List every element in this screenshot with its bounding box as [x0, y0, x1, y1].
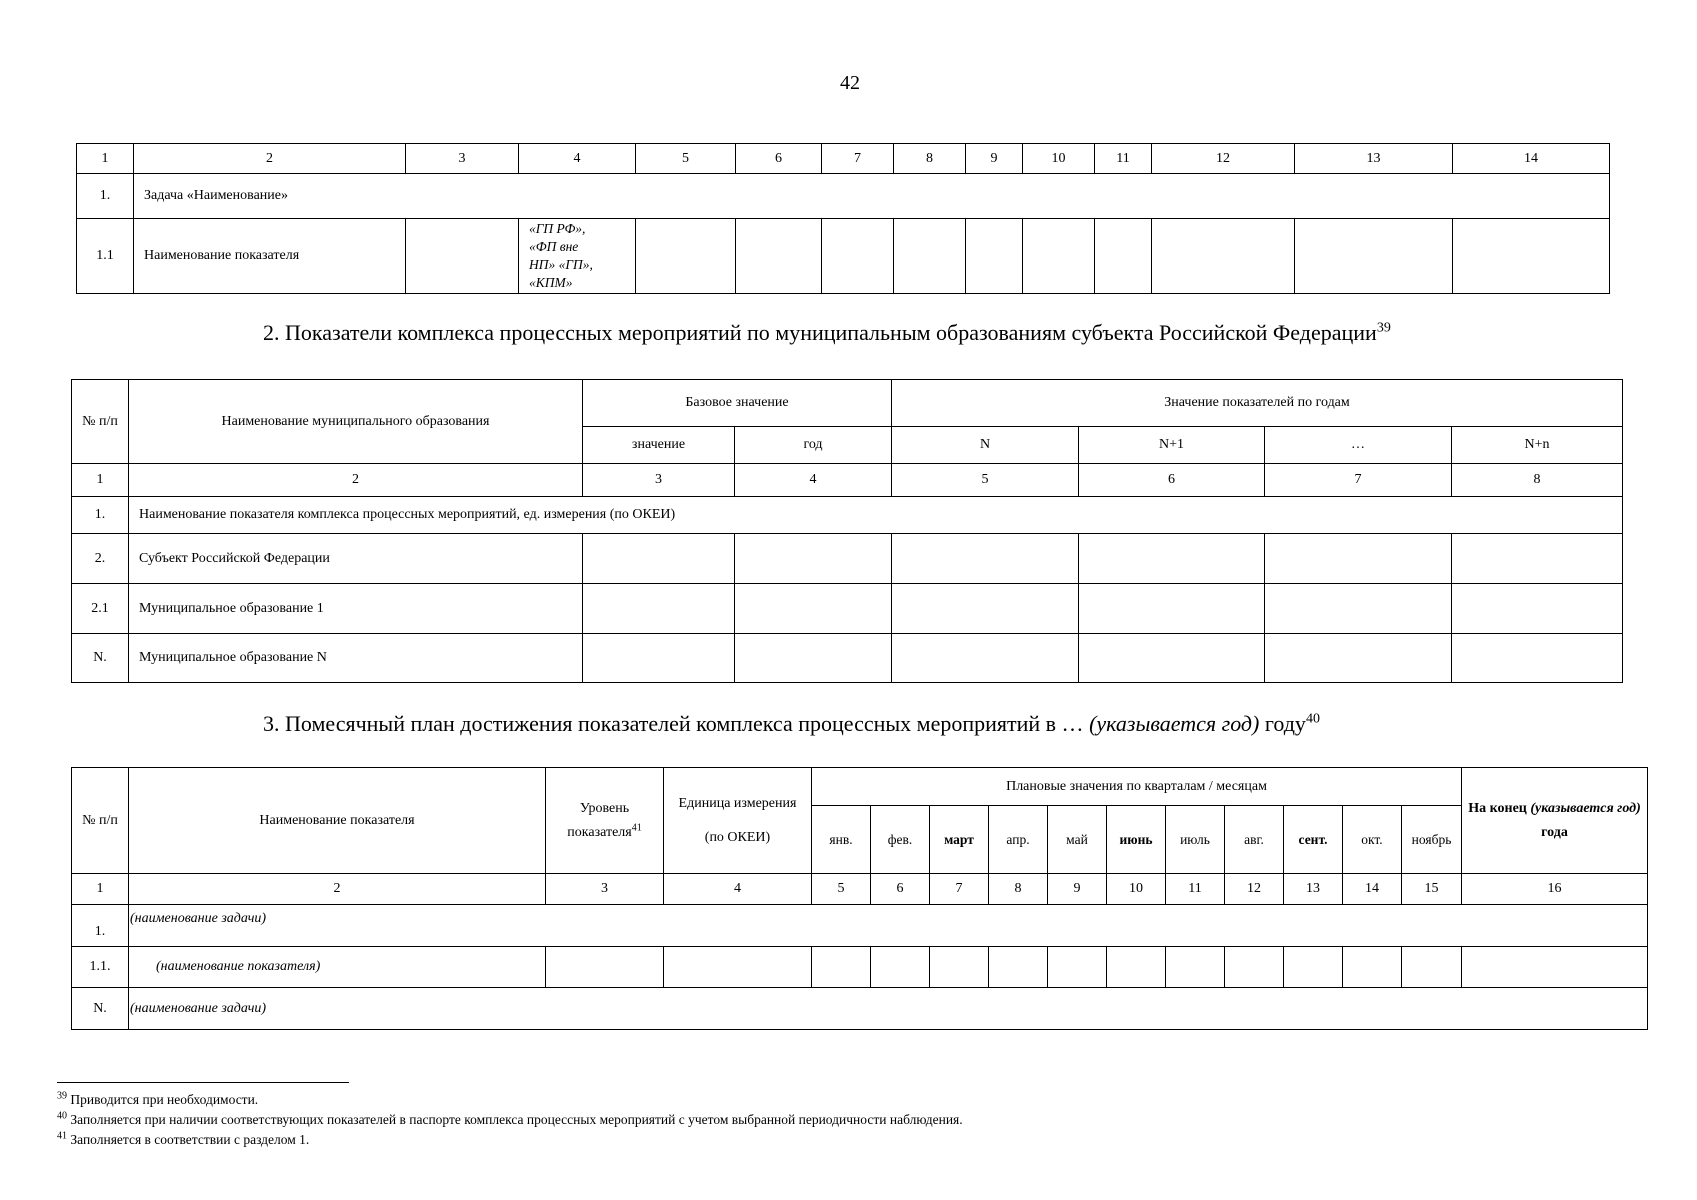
empty-cell [871, 947, 930, 988]
row-number: N. [72, 634, 129, 683]
empty-cell [892, 534, 1079, 584]
table-row [72, 905, 1648, 947]
indicator-name: (наименование показателя) [129, 947, 546, 988]
empty-cell [1225, 947, 1284, 988]
indicator-name: Наименование показателя [134, 219, 406, 294]
col-number: 6 [1079, 464, 1265, 497]
municipality-name: Муниципальное образование 1 [129, 584, 583, 634]
header-values-by-year: Значение показателей по годам [892, 380, 1623, 427]
month-header: июль [1166, 806, 1225, 874]
footnote-text: Заполняется в соответствии с разделом 1. [70, 1132, 310, 1147]
col-number: 2 [129, 464, 583, 497]
col-number: 9 [966, 144, 1023, 174]
footnote-ref: 40 [1305, 711, 1320, 727]
empty-cell [1402, 947, 1462, 988]
month-header: сент. [1284, 806, 1343, 874]
header-level-line1: Уровень [579, 800, 630, 816]
header-end-italic: (указывается год) [1530, 800, 1641, 816]
month-header: ноябрь [1402, 806, 1462, 874]
header-year-col: N [892, 427, 1079, 464]
col-number: 2 [129, 874, 546, 905]
empty-cell [1265, 634, 1452, 683]
indicator-source-cell [519, 219, 636, 294]
table-row [72, 584, 1623, 634]
header-unit-line2: (по ОКЕИ) [704, 829, 771, 845]
col-number: 11 [1166, 874, 1225, 905]
row-number: 2. [72, 534, 129, 584]
footnote [57, 1130, 963, 1150]
header-indicator-name: Наименование показателя [129, 768, 546, 874]
header-base-value: Базовое значение [583, 380, 892, 427]
col-number: 1 [72, 464, 129, 497]
empty-cell [966, 219, 1023, 294]
row-number: 1.1 [77, 219, 134, 294]
col-number: 1 [72, 874, 129, 905]
source-line: «КПМ» [529, 275, 573, 290]
col-number: 5 [892, 464, 1079, 497]
section-3-title [263, 711, 1320, 737]
municipal-indicators-table [71, 379, 1623, 683]
header-number: № п/п [72, 768, 129, 874]
header-end-tail: года [1541, 824, 1568, 840]
col-number: 2 [134, 144, 406, 174]
empty-cell [1265, 534, 1452, 584]
section-3-title-end: году [1259, 711, 1306, 736]
footnote-separator [57, 1082, 349, 1083]
empty-cell [406, 219, 519, 294]
empty-cell [583, 584, 735, 634]
task-name: (наименование задачи) [129, 988, 1648, 1030]
empty-cell [583, 534, 735, 584]
empty-cell [1453, 219, 1610, 294]
col-number: 14 [1343, 874, 1402, 905]
row-number: 1. [77, 174, 134, 219]
section-3-title-italic: (указывается год) [1089, 711, 1260, 736]
empty-cell [1095, 219, 1152, 294]
month-header: апр. [989, 806, 1048, 874]
empty-cell [894, 219, 966, 294]
section-2-title [263, 320, 1391, 346]
header-year-col: N+1 [1079, 427, 1265, 464]
month-header: фев. [871, 806, 930, 874]
footnote-number: 41 [57, 1130, 67, 1142]
col-number: 5 [812, 874, 871, 905]
source-line: «ФП вне [529, 239, 579, 254]
row-number: 1.1. [72, 947, 129, 988]
empty-cell [1079, 534, 1265, 584]
empty-cell [1462, 947, 1648, 988]
col-number: 11 [1095, 144, 1152, 174]
empty-cell [1265, 584, 1452, 634]
empty-cell [1343, 947, 1402, 988]
empty-cell [812, 947, 871, 988]
empty-cell [636, 219, 736, 294]
section-2-title-text: 2. Показатели комплекса процессных мероприятий по муниципальным образованиям субъекта Российской Федерации [263, 320, 1377, 345]
indicators-table [76, 143, 1610, 294]
col-number: 10 [1023, 144, 1095, 174]
month-header: авг. [1225, 806, 1284, 874]
header-level-line2 [550, 821, 659, 845]
empty-cell [1023, 219, 1095, 294]
col-number: 10 [1107, 874, 1166, 905]
month-header: июнь [1107, 806, 1166, 874]
header-level-text: показателя [567, 824, 632, 840]
col-number: 4 [664, 874, 812, 905]
empty-cell [1152, 219, 1295, 294]
header-number: № п/п [72, 380, 129, 464]
col-number: 4 [519, 144, 636, 174]
table-row [72, 497, 1623, 534]
header-planned-values: Плановые значения по кварталам / месяцам [812, 768, 1462, 806]
empty-cell [1107, 947, 1166, 988]
task-name: Задача «Наименование» [134, 174, 1610, 219]
task-name: (наименование задачи) [129, 905, 1648, 947]
empty-cell [989, 947, 1048, 988]
empty-cell [1452, 584, 1623, 634]
column-number-row [77, 144, 1610, 174]
column-number-row [72, 464, 1623, 497]
empty-cell [1284, 947, 1343, 988]
col-number: 4 [735, 464, 892, 497]
header-end-text: На конец [1468, 800, 1531, 816]
empty-cell [930, 947, 989, 988]
empty-cell [892, 634, 1079, 683]
footnote-ref: 39 [1376, 320, 1391, 336]
col-number: 13 [1295, 144, 1453, 174]
col-number: 8 [1452, 464, 1623, 497]
header-level [546, 768, 664, 874]
footnote-text: Приводится при необходимости. [70, 1092, 259, 1107]
col-number: 7 [1265, 464, 1452, 497]
empty-cell [1166, 947, 1225, 988]
header-year: год [735, 427, 892, 464]
col-number: 3 [546, 874, 664, 905]
col-number: 14 [1453, 144, 1610, 174]
column-number-row [72, 874, 1648, 905]
empty-cell [1452, 634, 1623, 683]
col-number: 16 [1462, 874, 1648, 905]
footnote-number: 40 [57, 1110, 67, 1122]
row-number: 1. [72, 905, 129, 947]
col-number: 1 [77, 144, 134, 174]
empty-cell [1048, 947, 1107, 988]
empty-cell [1452, 534, 1623, 584]
empty-cell [735, 584, 892, 634]
empty-cell [1295, 219, 1453, 294]
table-row [72, 947, 1648, 988]
month-header: май [1048, 806, 1107, 874]
row-number: 1. [72, 497, 129, 534]
empty-cell [892, 584, 1079, 634]
col-number: 7 [930, 874, 989, 905]
footnote-ref: 41 [631, 821, 642, 833]
header-municipality-name: Наименование муниципального образования [129, 380, 583, 464]
footnotes [57, 1090, 963, 1150]
empty-cell [736, 219, 822, 294]
table-row [77, 174, 1610, 219]
source-line: НП» «ГП», [529, 257, 593, 272]
section-3-title-text: 3. Помесячный план достижения показателей комплекса процессных мероприятий в … [263, 711, 1090, 736]
table-row [72, 534, 1623, 584]
footnote-text: Заполняется при наличии соответствующих показателей в паспорте комплекса процессных мероприятий с учетом выбранной периодичности наблюдения. [70, 1112, 963, 1127]
municipality-name: Муниципальное образование N [129, 634, 583, 683]
empty-cell [1079, 634, 1265, 683]
table-row [72, 988, 1648, 1030]
col-number: 12 [1225, 874, 1284, 905]
col-number: 13 [1284, 874, 1343, 905]
header-end-of-year [1462, 768, 1648, 874]
col-number: 5 [636, 144, 736, 174]
col-number: 8 [989, 874, 1048, 905]
table-row [77, 219, 1610, 294]
col-number: 12 [1152, 144, 1295, 174]
header-year-col: N+n [1452, 427, 1623, 464]
row-number: N. [72, 988, 129, 1030]
header-year-col: … [1265, 427, 1452, 464]
month-header: окт. [1343, 806, 1402, 874]
header-unit [664, 768, 812, 874]
header-unit-line1: Единица измерения [678, 795, 797, 811]
empty-cell [822, 219, 894, 294]
empty-cell [583, 634, 735, 683]
empty-cell [735, 534, 892, 584]
empty-cell [735, 634, 892, 683]
col-number: 3 [406, 144, 519, 174]
footnote [57, 1090, 963, 1110]
col-number: 3 [583, 464, 735, 497]
month-header: янв. [812, 806, 871, 874]
empty-cell [546, 947, 664, 988]
row-number: 2.1 [72, 584, 129, 634]
municipality-name: Субъект Российской Федерации [129, 534, 583, 584]
empty-cell [1079, 584, 1265, 634]
header-value: значение [583, 427, 735, 464]
col-number: 15 [1402, 874, 1462, 905]
monthly-plan-table [71, 767, 1648, 1030]
col-number: 6 [871, 874, 930, 905]
col-number: 7 [822, 144, 894, 174]
col-number: 6 [736, 144, 822, 174]
source-line: «ГП РФ», [529, 221, 586, 236]
footnote-number: 39 [57, 1090, 67, 1102]
page-number: 42 [840, 72, 860, 94]
indicator-name: Наименование показателя комплекса процессных мероприятий, ед. измерения (по ОКЕИ) [129, 497, 1623, 534]
footnote [57, 1110, 963, 1130]
empty-cell [664, 947, 812, 988]
table-row [72, 634, 1623, 683]
col-number: 8 [894, 144, 966, 174]
month-header: март [930, 806, 989, 874]
col-number: 9 [1048, 874, 1107, 905]
